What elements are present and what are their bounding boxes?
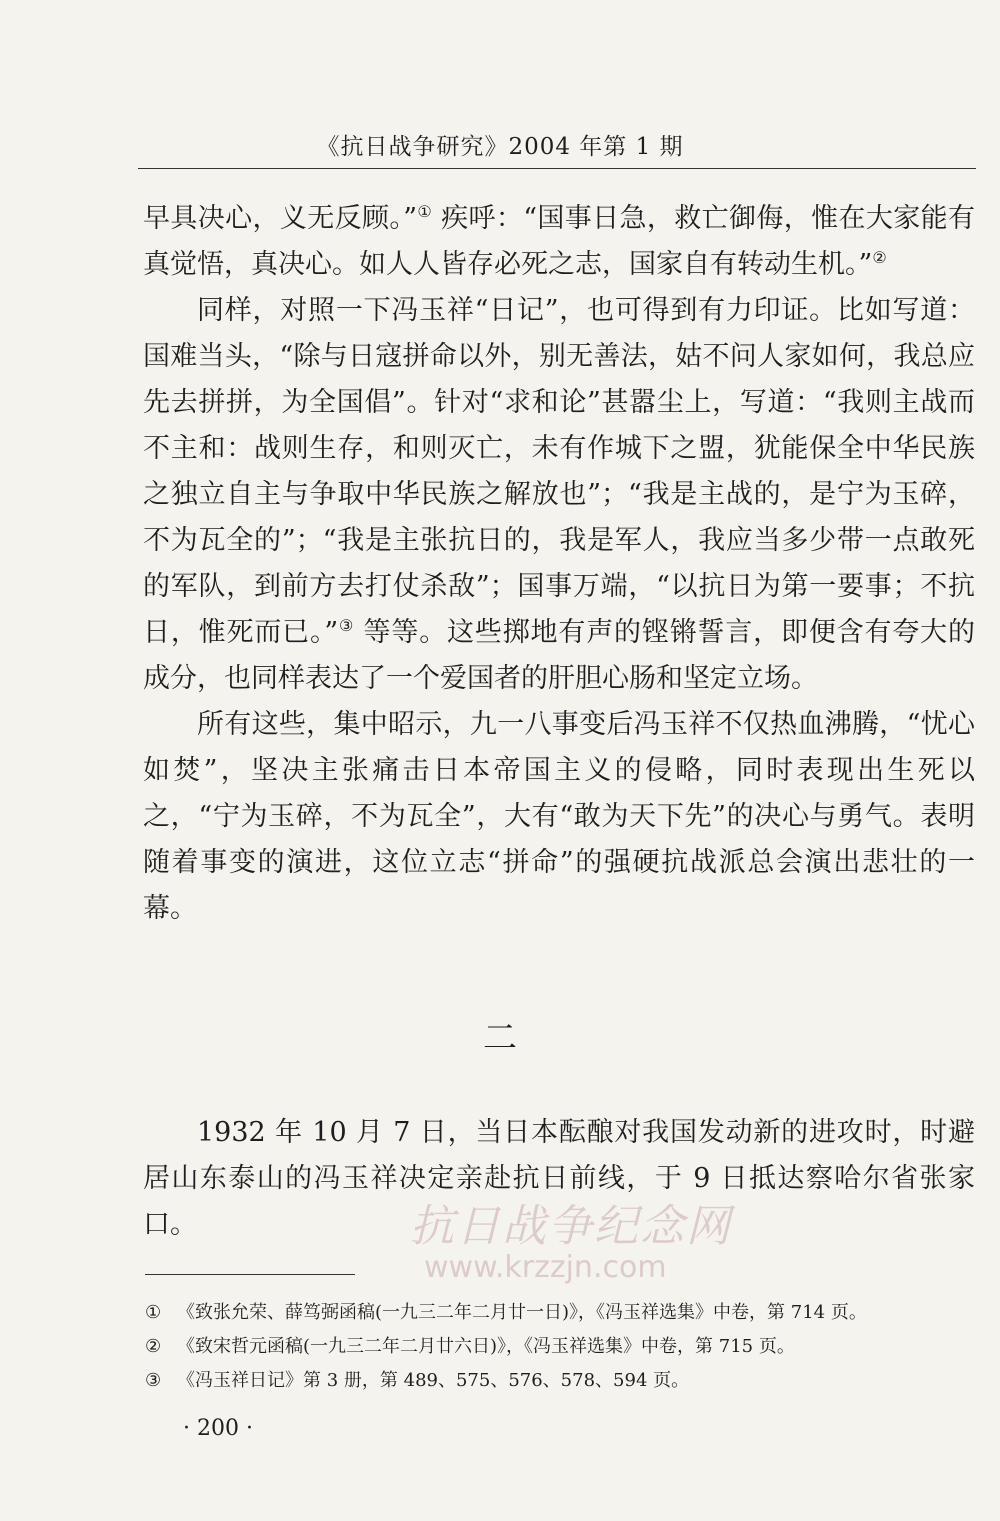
footnote-ref-3[interactable]: ③ [338,616,355,635]
page-number: · 200 · [183,1416,253,1441]
paragraph-4: 1932 年 10 月 7 日，当日本酝酿对我国发动新的进攻时，时避居山东泰山的冯玉祥决定亲赴抗日前线，于 9 日抵达察哈尔省张家口。 [143,1117,975,1240]
paragraph-1 [143,196,975,288]
footnote-2-mark: ② [145,1336,162,1357]
footnote-ref-2[interactable]: ② [872,248,887,267]
paragraph-2-text-a: 同样，对照一下冯玉祥“日记”，也可得到有力印证。比如写道：国难当头，“除与日寇拼命以外，别无善法，姑不问人家如何，我总应先去拼拼，为全国倡”。针对“求和论”甚嚣尘上，写道：“我则主战而不主和：战则生存，和则灭亡，未有作城下之盟，犹能保全中华民族之独立自主与争取中华民族之解放也”；“我是主战的，是宁为玉碎，不为瓦全的”；“我是主张抗日的，我是军人，我应当多少带一点敢死的军队，到前方去打仗杀敌”；国事万端，“以抗日为第一要事；不抗日，惟死而已。” [143,295,975,648]
paragraph-1-text-a: 早具决心，义无反顾。” [143,203,418,234]
body-text-section-2 [143,1110,975,1248]
watermark-text: 抗日战争纪念网 [410,1201,732,1252]
footnote-3-text: 《冯玉祥日记》第 3 册，第 489、575、576、578、594 页。 [177,1370,690,1391]
footnote-3 [145,1364,985,1398]
section-number: 二 [483,1018,517,1058]
footnote-2-text: 《致宋哲元函稿(一九三二年二月廿六日)》，《冯玉祥选集》中卷，第 715 页。 [177,1336,795,1357]
footnote-1 [145,1296,985,1330]
running-head: 《抗日战争研究》2004 年第 1 期 [316,134,684,160]
paragraph-2-text-b: 等等。这些掷地有声的铿锵誓言，即便含有夸大的成分，也同样表达了一个爱国者的肝胆心肠和坚定立场。 [143,617,975,694]
paragraph-3: 所有这些，集中昭示，九一八事变后冯玉祥不仅热血沸腾，“忧心如焚”，坚决主张痛击日本帝国主义的侵略，同时表现出生死以之，“宁为玉碎，不为瓦全”，大有“敢为天下先”的决心与勇气。表明随着事变的演进，这位立志“拼命”的强硬抗战派总会演出悲壮的一幕。 [143,709,975,924]
footnotes [145,1296,985,1398]
header-rule [138,168,976,169]
body-text [143,196,975,932]
watermark-url: www.krzzjn.com [424,1250,667,1285]
paragraph-1-text-b: 疾呼：“国事日急，救亡御侮，惟在大家能有真觉悟，真决心。如人人皆存必死之志，国家自有转动生机。” [143,203,975,280]
footnote-ref-1[interactable]: ① [417,202,433,221]
footnote-rule [145,1274,355,1275]
paragraph-2 [143,288,975,702]
footnote-1-text: 《致张允荣、薛笃弼函稿(一九三二年二月廿一日)》，《冯玉祥选集》中卷，第 714 页。 [177,1302,867,1323]
footnote-3-mark: ③ [145,1370,162,1391]
footnote-1-mark: ① [145,1302,162,1323]
footnote-2 [145,1330,985,1364]
